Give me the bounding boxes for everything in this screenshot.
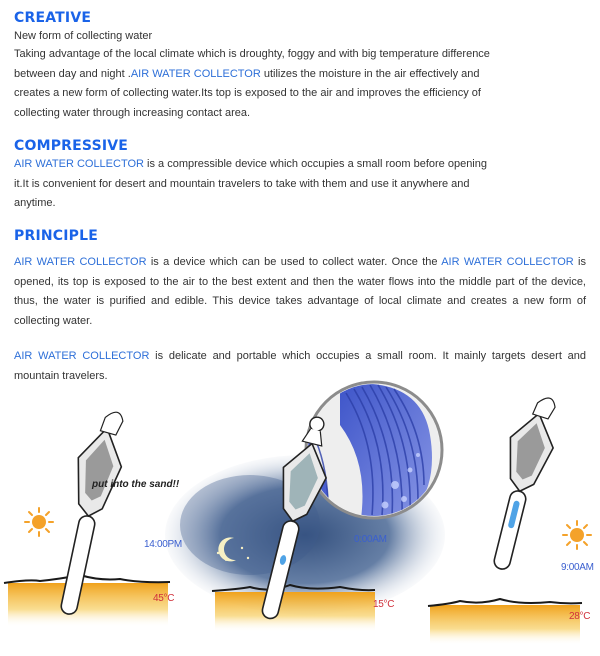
sun-icon xyxy=(563,521,591,549)
heading-principle: PRINCIPLE xyxy=(14,228,98,244)
section-principle xyxy=(14,228,586,386)
product-name: AIR WATER COLLECTOR xyxy=(441,256,574,268)
time-label-stage-3: 9:00AM xyxy=(561,562,594,573)
instruction-note: put into the sand!! xyxy=(92,479,180,490)
creative-body: Taking advantage of the local climate which is droughty, foggy and with big temperature difference between day and night .AIR WATER COLLECTOR utilizes the moisture in the air effectively and creates a new form of collecting water.Its top is exposed to the air and improves the efficiency of collecting water through increasing contact area. xyxy=(14,48,490,119)
usage-illustration xyxy=(0,375,600,656)
product-name: AIR WATER COLLECTOR xyxy=(14,158,144,170)
illustration-art xyxy=(0,375,600,656)
sand-ground xyxy=(4,575,582,645)
heading-creative: CREATIVE xyxy=(14,10,92,26)
product-name: AIR WATER COLLECTOR xyxy=(14,256,147,268)
creative-subtitle: New form of collecting water xyxy=(14,30,153,42)
section-compressive xyxy=(14,138,494,214)
time-label-stage-2: 0:00AM xyxy=(354,534,387,545)
heading-compressive: COMPRESSIVE xyxy=(14,138,129,154)
principle-paragraph-2: AIR WATER COLLECTOR is delicate and portable which occupies a small room. It mainly targets desert and mountain travelers. xyxy=(14,350,586,382)
product-name: AIR WATER COLLECTOR xyxy=(14,350,150,362)
product-name: AIR WATER COLLECTOR xyxy=(130,67,261,80)
section-creative xyxy=(14,10,494,123)
principle-paragraph-1: AIR WATER COLLECTOR is a device which can be used to collect water. Once the AIR WATER COLLECTOR is opened, its top is exposed to the air to the best extent and then the water flows into the middle part of the device, thus, the water is purified and edible. This device takes advantage of local climate and creates a new form of collecting water. xyxy=(14,256,586,327)
compressive-body: AIR WATER COLLECTOR is a compressible device which occupies a small room before opening it.It is convenient for desert and mountain travelers to take with them and use it anywhere and anytime. xyxy=(14,158,487,209)
temperature-label-stage-3: 28°C xyxy=(569,611,591,622)
sun-icon xyxy=(25,508,53,536)
temperature-label-stage-1: 45°C xyxy=(153,593,175,604)
temperature-label-stage-2: 15°C xyxy=(373,599,395,610)
time-label-stage-1: 14:00PM xyxy=(144,539,182,550)
device-full xyxy=(479,391,565,574)
